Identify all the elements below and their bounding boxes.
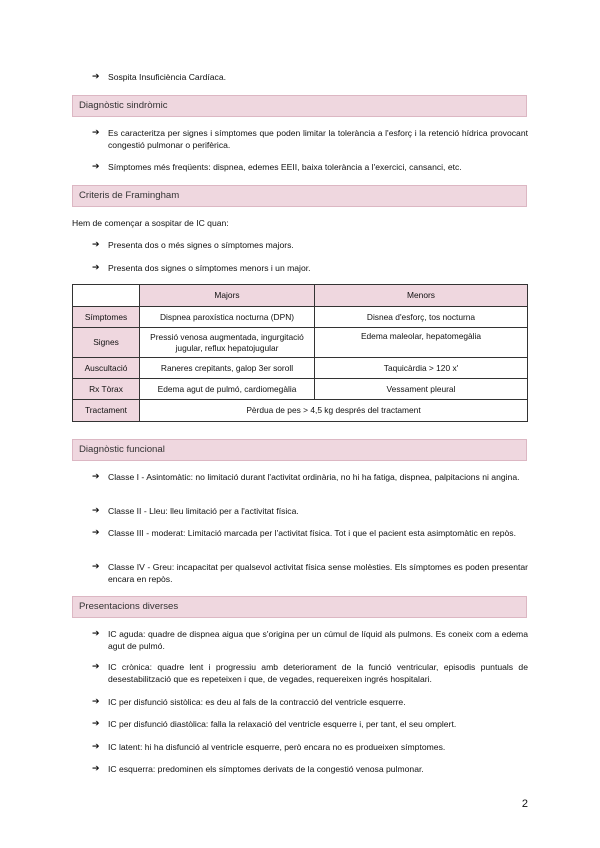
list-item: ➔ Es caracteritza per signes i símptomes que poden limitar la tolerància a l'esforç i la retenció hídrica provocant congestió pulmonar o perifèrica. (92, 127, 528, 151)
table-cell: Edema maleolar, hepatomegàlia (315, 328, 528, 358)
arrow-bullet-icon: ➔ (92, 471, 100, 481)
table-row (73, 328, 528, 358)
arrow-bullet-icon: ➔ (92, 239, 100, 249)
row-header: Signes (73, 328, 140, 358)
arrow-bullet-icon: ➔ (92, 763, 100, 773)
section-header-framingham: Criteris de Framingham (72, 185, 527, 207)
list-item: ➔ IC aguda: quadre de dispnea aigua que s'origina per un cúmul de líquid als pulmons. Es coneix com a edema agut de pulmó. (92, 628, 528, 652)
col-header-menors: Menors (315, 285, 528, 307)
row-header: Tractament (73, 400, 140, 422)
arrow-bullet-icon: ➔ (92, 696, 100, 706)
table-cell: Taquicàrdia > 120 x' (315, 358, 528, 379)
list-item: ➔ IC per disfunció sistòlica: es deu al fals de la contracció del ventricle esquerre. (92, 696, 406, 707)
table-cell: Dispnea paroxística nocturna (DPN) (140, 307, 315, 328)
table-cell: Disnea d'esforç, tos nocturna (315, 307, 528, 328)
framingham-intro: Hem de començar a sospitar de IC quan: (72, 218, 229, 228)
list-item: ➔ Classe II - Lleu: lleu limitació per a l'activitat física. (92, 505, 299, 516)
list-item: ➔ Sospita Insuficiència Cardíaca. (92, 71, 226, 82)
row-header: Auscultació (73, 358, 140, 379)
table-row (73, 400, 528, 422)
list-item: ➔ Classe IV - Greu: incapacitat per qualsevol activitat física sense molèsties. Els símptomes es poden presentar encara en repòs. (92, 561, 528, 585)
section-header-diagnostic-sindromic: Diagnòstic sindròmic (72, 95, 527, 117)
list-item: ➔ Classe III - moderat: Limitació marcada per l'activitat física. Tot i que el pacient esta asimptomàtic en repòs. (92, 527, 516, 538)
table-cell: Raneres crepitants, galop 3er soroll (140, 358, 315, 379)
table-cell: Pèrdua de pes > 4,5 kg després del tractament (140, 400, 528, 422)
arrow-bullet-icon: ➔ (92, 127, 100, 137)
list-item: ➔ Símptomes més freqüents: dispnea, edemes EEII, baixa tolerància a l'exercici, cansanci, etc. (92, 161, 462, 172)
list-item: ➔ Classe I - Asintomàtic: no limitació durant l'activitat ordinària, no hi ha fatiga, dispnea, palpitacions ni angina. (92, 471, 520, 482)
arrow-bullet-icon: ➔ (92, 161, 100, 171)
arrow-bullet-icon: ➔ (92, 262, 100, 272)
arrow-bullet-icon: ➔ (92, 718, 100, 728)
list-item: ➔ IC latent: hi ha disfunció al ventricle esquerre, però encara no es produeixen símptomes. (92, 741, 446, 752)
table-row (73, 379, 528, 400)
list-item: ➔ Presenta dos o més signes o símptomes majors. (92, 239, 294, 250)
row-header: Símptomes (73, 307, 140, 328)
table-row (73, 358, 528, 379)
arrow-bullet-icon: ➔ (92, 505, 100, 515)
section-header-presentacions: Presentacions diverses (72, 596, 527, 618)
arrow-bullet-icon: ➔ (92, 561, 100, 571)
col-header-majors: Majors (140, 285, 315, 307)
framingham-table (72, 284, 528, 422)
arrow-bullet-icon: ➔ (92, 628, 100, 638)
arrow-bullet-icon: ➔ (92, 527, 100, 537)
section-header-diagnostic-funcional: Diagnòstic funcional (72, 439, 527, 461)
table-header-row (73, 285, 528, 307)
table-cell: Pressió venosa augmentada, ingurgitació jugular, reflux hepatojugular (140, 328, 315, 358)
list-item: ➔ Presenta dos signes o símptomes menors i un major. (92, 262, 311, 273)
page-number: 2 (521, 798, 528, 810)
table-cell: Edema agut de pulmó, cardiomegàlia (140, 379, 315, 400)
table-cell: Vessament pleural (315, 379, 528, 400)
arrow-bullet-icon: ➔ (92, 741, 100, 751)
arrow-bullet-icon: ➔ (92, 661, 100, 671)
row-header: Rx Tòrax (73, 379, 140, 400)
table-corner-cell (73, 285, 140, 307)
arrow-bullet-icon: ➔ (92, 71, 100, 81)
table-row (73, 307, 528, 328)
list-item: ➔ IC per disfunció diastòlica: falla la relaxació del ventricle esquerre i, per tant, el seu omplert. (92, 718, 457, 729)
list-item: ➔ IC crònica: quadre lent i progressiu amb deteriorament de la funció ventricular, episodis puntuals de desestabilització que es repeteixen i que, de vegades, requereixen ingrés hospitalari. (92, 661, 528, 685)
list-item: ➔ IC esquerra: predominen els símptomes derivats de la congestió venosa pulmonar. (92, 763, 424, 774)
